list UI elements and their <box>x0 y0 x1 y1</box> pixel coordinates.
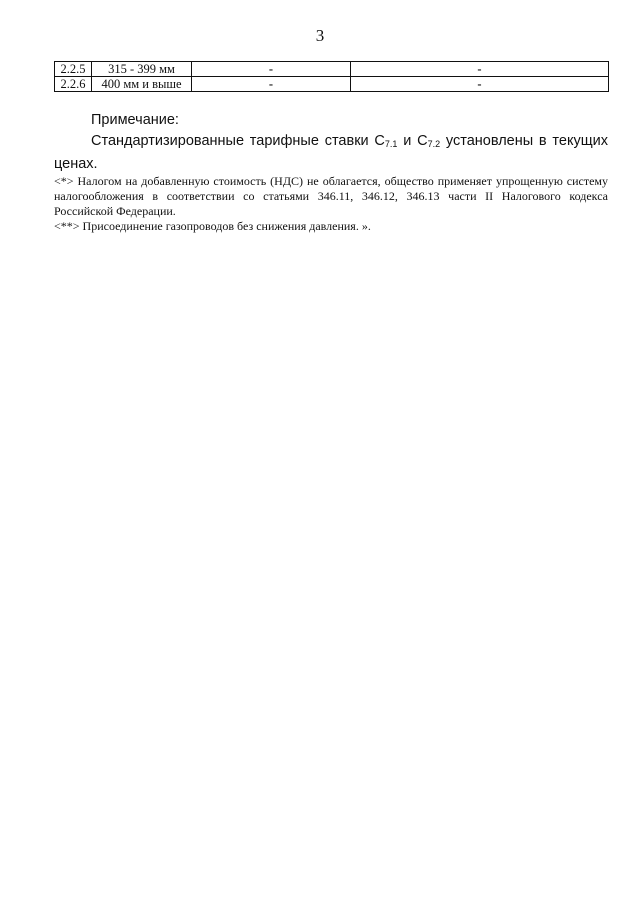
rate-c71-sub: 7.1 <box>384 139 398 149</box>
rate-cell: - <box>351 62 609 77</box>
row-number-cell: 2.2.6 <box>55 77 92 92</box>
rate-c72 <box>417 133 440 149</box>
row-number-cell: 2.2.5 <box>55 62 92 77</box>
rate-c72-sub: 7.2 <box>427 139 441 149</box>
rate-c71 <box>374 133 397 149</box>
rate-c71-base: С <box>374 133 385 149</box>
note-text <box>54 131 608 174</box>
table-row <box>55 62 609 77</box>
note-text-after: установлены в текущих ценах. <box>54 133 608 172</box>
page-number: 3 <box>315 26 325 45</box>
rate-c72-base: С <box>417 133 428 149</box>
footnotes <box>54 174 608 234</box>
table-row <box>55 77 609 92</box>
note-title: Примечание: <box>91 112 179 128</box>
rate-cell: - <box>192 77 351 92</box>
tariff-table <box>54 61 609 92</box>
rate-cell: - <box>351 77 609 92</box>
note-text-before: Стандартизированные тарифные ставки <box>91 133 375 149</box>
footnote-connection: <**> Присоединение газопроводов без снижения давления. ». <box>54 219 371 233</box>
diameter-cell: 400 мм и выше <box>92 77 192 92</box>
diameter-cell: 315 - 399 мм <box>92 62 192 77</box>
note-text-mid: и <box>397 133 418 149</box>
footnote-vat: <*> Налогом на добавленную стоимость (НДС) не облагается, общество применяет упрощенную систему налогообложения в соответствии со статьями 346.11, 346.12, 346.13 части II Налогового кодекса Российской Федерации. <box>54 174 608 218</box>
rate-cell: - <box>192 62 351 77</box>
